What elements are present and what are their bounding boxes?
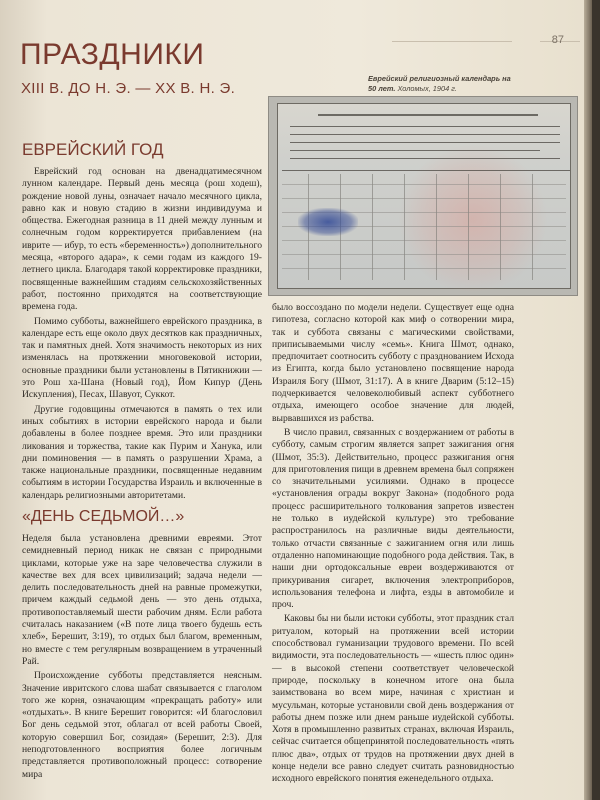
left-column-top	[22, 166, 262, 504]
page-edge-shadow	[584, 0, 592, 800]
figure-caption-source: Холомых, 1904 г.	[397, 84, 457, 93]
grid-column-line	[500, 174, 501, 280]
grid-column-line	[532, 174, 533, 280]
page-number: 87	[551, 34, 564, 46]
paragraph: В число правил, связанных с воздержанием от работы в субботу, самым строгим является запрет зажигания огня (Шмот, 35:3). Действительно, процесс разжигания огня для приготовления пищи в древнем времена был сопряжен со значительными усилиями. Однако в процессе «установления ограды вокруг Закона» (подобного рода процесс расширительного толкования запретов известен не только в иудейской культуре) это требование распространилось на различные виды деятельности, только отчасти связанные с зажиганием огня или лишь отдаленно напоминающие подобного рода действия. Так, в наши дни ортодоксальные евреи воздерживаются от прикуривания сигарет, включения электроприборов, использования телефона и лифта, езды в автомобиле и проч.	[272, 426, 514, 611]
grid-column-line	[372, 174, 373, 280]
hebrew-text-line	[290, 134, 560, 135]
chapter-subtitle: XIII В. ДО Н. Э. — XX В. Н. Э.	[21, 80, 236, 97]
paragraph: Каковы бы ни были истоки субботы, этот праздник стал ритуалом, который на протяжении всей истории способствовал гуманизации трудового времени. По всей видимости, эта последовательность — «шесть плюс один» — в высокой степени соответствует человеческой природе, поскольку в конечном итоге она была заимствована во всем мире, начиная с христиан и мусульман, которые установили свой день воздержания от работы днем позже или днем раньше иудейской субботы. Хотя в промышленно развитых странах, включая Израиль, сейчас считается общепринятой последовательность «пять плюс два», отдых от трудов на протяжении двух дней в конце недели все равно следует считать разновидностью исходного еврейского понятия еженедельного отдыха.	[272, 613, 514, 785]
header-rule	[392, 41, 512, 42]
right-column	[272, 302, 514, 788]
hebrew-text-line	[290, 158, 560, 159]
paragraph: Происхождение субботы представляется неясным. Значение ивритского слова шабат связывается с глаголом того же корня, означающим «прекращать работу» или «отдыхать». В книге Берешит говорится: «И благословил Бог день седьмой этот, облагал от всей работы Своей, которую совершил Бог, созидая» (Берешит, 2:3). Для неподготовленного восприятия более логичным представляется противоположный процесс: сотворение мира	[22, 670, 262, 780]
chapter-title: ПРАЗДНИКИ	[20, 38, 205, 71]
paragraph: Помимо субботы, важнейшего еврейского праздника, в календаре есть еще около двух десятков как праздничных, так и памятных дней. Хотя значимость некоторых из них изменялась на протяжении многовековой истории, основные праздники были установлены в Пятикнижии — это Рош ха-Шана (Новый год), Йом Кипур (День Искупления), Песах, Шавуот, Суккот.	[22, 315, 262, 401]
hebrew-text-line	[290, 142, 560, 143]
grid-column-line	[436, 174, 437, 280]
paragraph: Еврейский год основан на двенадцатимесячном лунном календаре. Первый день месяца (рош ходеш), рождение новой луны, означает начало месячного цикла, равно как и новую стадию в жизни индивидуума и общества. Ежегодная разница в 11 дней между лунным и солнечным годом корректируется прибавлением (на иврите — ибур, то есть «беременность») дополнительного месяца, «второго адара», к семи годам из каждого 19-летнего цикла. Благодаря такой корректировке праздники, посвященные важнейшим стадиям сельскохозяйственных работ, постоянно приходятся на соответствующие времена года.	[22, 166, 262, 313]
left-column-bottom	[22, 533, 262, 783]
grid-row-line	[282, 184, 566, 185]
table-top-rule	[282, 170, 570, 171]
grid-row-line	[282, 254, 566, 255]
paragraph: Другие годовщины отмечаются в память о тех или иных событиях в истории еврейского народа и были добавлены в более позднее время. Это или праздники ликования и торжества, такие как Пурим и Ханука, или дни поминовения — в память о разрушении Храма, а также национальные праздники, посвященные недавним событиям в истории Государства Израиль и включенные в календарь религиозными авторитетами.	[22, 403, 262, 501]
hebrew-text-line	[290, 150, 540, 151]
hebrew-text-line	[290, 126, 560, 127]
hebrew-title-line	[318, 114, 538, 116]
section-heading-jewish-year: ЕВРЕЙСКИЙ ГОД	[22, 140, 164, 159]
calendar-photo	[268, 96, 578, 296]
paragraph: было воссоздано по модели недели. Существует еще одна гипотеза, согласно которой как миф о сотворении мира, так и суббота связаны с магическими свойствами, приписываемыми числу «семь». Книга Шмот, однако, предпочитает соотносить субботу с празднованием Исхода из Египта, когда было установлено посвящение народа Израиля Богу (Шмот, 31:17). А в книге Дварим (5:12–15) подчеркивается человеколюбивый аспект субботнего отдыха, имеющего особое значение для людей, вырвавшихся из рабства.	[272, 302, 514, 424]
paragraph: Неделя была установлена древними евреями. Этот семидневный период никак не связан с природными циклами, которые уже на заре человечества служили в качестве вех для всех цивилизаций; задача недели — делить последовательность дней на равные промежутки, причем каждый седьмой день — это день отдыха, противопоставляемый шести рабочим дням. Если работа считалась наказанием («В поте лица твоего будешь есть хлеб», Берешит, 3:19), то отдых был благом, временным, но вместе с тем регулярным возвращением в утраченный Рай.	[22, 533, 262, 667]
grid-row-line	[282, 240, 566, 241]
figure-caption	[368, 74, 518, 94]
blue-stamp	[298, 208, 358, 236]
grid-column-line	[468, 174, 469, 280]
section-heading-seventh-day: «ДЕНЬ СЕДЬМОЙ…»	[22, 508, 185, 525]
red-watermark	[398, 144, 548, 294]
figure-caption-title: Еврейский религиозный календарь на 50 лет.	[368, 74, 511, 93]
calendar-sheet	[277, 103, 571, 289]
grid-row-line	[282, 198, 566, 199]
grid-column-line	[404, 174, 405, 280]
grid-row-line	[282, 268, 566, 269]
